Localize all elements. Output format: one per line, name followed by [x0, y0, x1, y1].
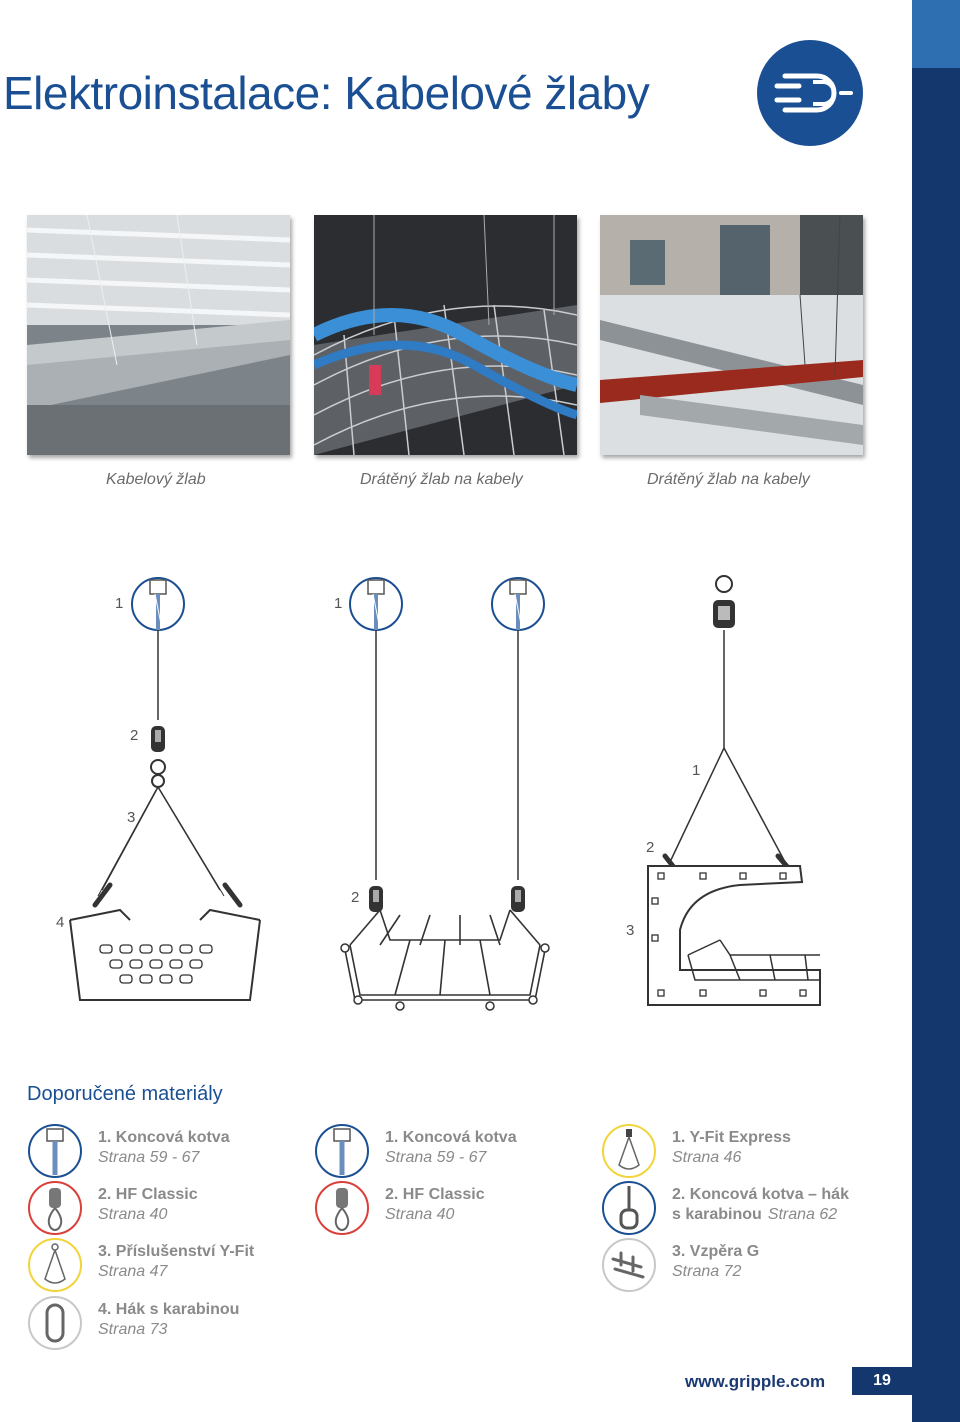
material-name: 3. Vzpěra G — [672, 1243, 760, 1260]
material-page: Strana 62 — [767, 1206, 838, 1223]
material-page: Strana 73 — [98, 1321, 168, 1338]
section-title: Doporučené materiály — [27, 1083, 223, 1105]
material-name-cont: s karabinou — [672, 1206, 762, 1223]
diagram-wire-tray — [334, 578, 549, 1010]
diagram-label: 3 — [127, 809, 136, 826]
material-page: Strana 72 — [672, 1263, 742, 1280]
material-page: Strana 59 - 67 — [385, 1149, 487, 1166]
anchor-icon — [314, 1123, 370, 1179]
side-bar — [912, 0, 960, 1422]
page-number: 19 — [852, 1367, 912, 1395]
photo-cable-tray — [27, 215, 290, 455]
diagram-label: 2 — [351, 889, 360, 906]
photo-caption: Kabelový žlab — [106, 471, 206, 488]
material-name-line2 — [672, 1206, 837, 1224]
hook-anchor-icon — [601, 1180, 657, 1236]
material-page: Strana 40 — [98, 1206, 168, 1223]
carabiner-icon — [27, 1295, 83, 1351]
material-name: 4. Hák s karabinou — [98, 1301, 240, 1318]
photo-caption: Drátěný žlab na kabely — [647, 471, 810, 488]
material-page: Strana 46 — [672, 1149, 742, 1166]
y-fit-icon — [27, 1237, 83, 1293]
material-name: 1. Koncová kotva — [385, 1129, 517, 1146]
diagram-label: 3 — [626, 922, 635, 939]
y-fit-express-icon — [601, 1123, 657, 1179]
diagram-label: 1 — [692, 762, 701, 779]
material-name: 2. HF Classic — [98, 1186, 198, 1203]
material-name: 2. HF Classic — [385, 1186, 485, 1203]
material-page: Strana 47 — [98, 1263, 168, 1280]
hf-classic-icon — [314, 1180, 370, 1236]
diagram-basket-tray — [56, 578, 260, 1000]
material-name: 1. Koncová kotva — [98, 1129, 230, 1146]
diagram-label: 4 — [56, 914, 65, 931]
material-page: Strana 40 — [385, 1206, 455, 1223]
installation-diagram — [40, 560, 840, 1020]
photo-wire-tray-2 — [600, 215, 863, 455]
material-name: 1. Y-Fit Express — [672, 1129, 791, 1146]
diagram-bracket-tray — [626, 576, 820, 1005]
material-name: 3. Příslušenství Y-Fit — [98, 1243, 255, 1260]
website-link[interactable]: www.gripple.com — [685, 1372, 826, 1391]
material-name: 2. Koncová kotva – hák — [672, 1186, 849, 1203]
diagram-label: 1 — [115, 595, 124, 612]
page-title: Elektroinstalace: Kabelové žlaby — [3, 67, 650, 119]
diagram-label: 2 — [130, 727, 139, 744]
diagram-label: 2 — [646, 839, 655, 856]
side-tab — [912, 0, 960, 68]
diagram-label: 1 — [334, 595, 343, 612]
photo-wire-tray-1 — [314, 215, 577, 455]
plug-icon — [755, 38, 865, 148]
hf-classic-icon — [27, 1180, 83, 1236]
photo-caption: Drátěný žlab na kabely — [360, 471, 523, 488]
strut-icon — [601, 1237, 657, 1293]
material-page: Strana 59 - 67 — [98, 1149, 200, 1166]
anchor-icon — [27, 1123, 83, 1179]
